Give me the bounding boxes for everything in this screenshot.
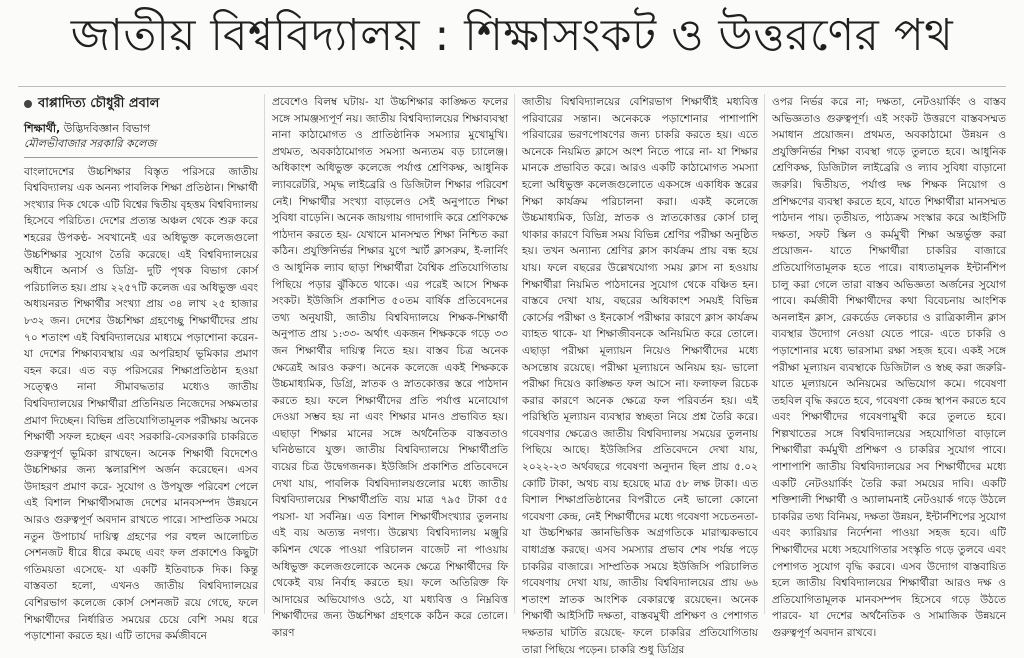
article-column-2 bbox=[272, 94, 508, 639]
byline bbox=[24, 96, 258, 113]
column-2-text: প্রবেশেও বিলম্ব ঘটায়- যা উচ্চশিক্ষার কাঙ্ক্ষিত ফলের সঙ্গে সামঞ্জস্যপূর্ণ নয়। জাতীয় বিশ্ববিদ্যালয়ের শিক্ষাব্যবস্থা নানা কাঠামোগত ও প্রাতিষ্ঠানিক সমস্যার মুখোমুখি। প্রথমত, অবকাঠামোগত সমস্যা অন্যতম বড় চ্যালেঞ্জ। অধিকাংশ অধিভুক্ত কলেজে পর্যাপ্ত শ্রেণিকক্ষ, আধুনিক ল্যাবরেটরি, সমৃদ্ধ লাইব্রেরি ও ডিজিটাল শিক্ষার পরিবেশ নেই। শিক্ষার্থীর সংখ্যা বাড়লেও সেই অনুপাতে শিক্ষা সুবিধা বাড়েনি। অনেক জায়গায় গাদাগাদি করে শ্রেণিকক্ষে পাঠদান করতে হয়- যেখানে মানসম্মত শিক্ষা নিশ্চিত করা কঠিন। প্রযুক্তিনির্ভর শিক্ষার যুগে স্মার্ট ক্লাসরুম, ই-লার্নিং ও আধুনিক ল্যাব ছাড়া শিক্ষার্থীরা বৈশ্বিক প্রতিযোগিতায় পিছিয়ে পড়ার ঝুঁকিতে থাকে। এর পরেই আসে শিক্ষক সংকট। ইউজিসি প্রকাশিত ৫০তম বার্ষিক প্রতিবেদনের তথ্য অনুযায়ী, জাতীয় বিশ্ববিদ্যালয়ে শিক্ষক-শিক্ষার্থী অনুপাত প্রায় ১:৩৩- অর্থাৎ একজন শিক্ষককে গড়ে ৩৩ জন শিক্ষার্থীর দায়িত্ব নিতে হয়। বাস্তব চিত্র অনেক ক্ষেত্রেই আরও করুণ। অনেক কলেজে একই শিক্ষককে উচ্চমাধ্যমিক, ডিগ্রি, স্নাতক ও স্নাতকোত্তর স্তরে পাঠদান করতে হয়। ফলে শিক্ষার্থীদের প্রতি পর্যাপ্ত মনোযোগ দেওয়া সম্ভব হয় না এবং শিক্ষার মানও প্রভাবিত হয়। এছাড়া শিক্ষার মানের সঙ্গে অর্থনৈতিক বাস্তবতাও ঘনিষ্ঠভাবে যুক্ত। জাতীয় বিশ্ববিদ্যালয়ে শিক্ষার্থীপ্রতি ব্যয়ের চিত্র উদ্বেগজনক। ইউজিসি প্রকাশিত প্রতিবেদনে দেখা যায়, পাবলিক বিশ্ববিদ্যালয়গুলোর মধ্যে জাতীয় বিশ্ববিদ্যালয়ের শিক্ষার্থীপ্রতি ব্যয় মাত্র ৭৯৫ টাকা ৫৫ পয়সা- যা সর্বনিম্ন। এত বিশাল শিক্ষার্থীসংখ্যার তুলনায় এই ব্যয় অত্যন্ত নগণ্য। উল্লেখ্য বিশ্ববিদ্যালয় মঞ্জুরি কমিশন থেকে পাওয়া পরিচালন বাজেট না পাওয়ায় অধিভুক্ত কলেজগুলোকে অনেক ক্ষেত্রে শিক্ষার্থীদের ফি থেকেই ব্যয় নির্বাহ করতে হয়। ফলে অতিরিক্ত ফি আদায়ের অভিযোগও ওঠে, যা মধ্যবিত্ত ও নিম্নবিত্ত শিক্ষার্থীদের জন্য উচ্চশিক্ষা গ্রহণকে কঠিন করে তোলে। কারণ bbox=[272, 96, 508, 639]
author-college: মৌলভীবাজার সরকারি কলেজ bbox=[24, 136, 157, 150]
article-headline: জাতীয় বিশ্ববিদ্যালয় : শিক্ষাসংকট ও উত্তরণের পথ bbox=[70, 10, 954, 61]
byline-divider bbox=[24, 157, 258, 158]
headline-divider bbox=[18, 86, 1006, 87]
column-divider bbox=[764, 94, 765, 614]
author-meta bbox=[24, 121, 258, 151]
column-1-text: বাংলাদেশের উচ্চশিক্ষার বিস্তৃত পরিসরে জাতীয় বিশ্ববিদ্যালয় এক অনন্য পাবলিক শিক্ষা প্রতিষ্ঠান। শিক্ষার্থী সংখ্যার দিক থেকে এটি বিশ্বের দ্বিতীয় বৃহত্তম বিশ্ববিদ্যালয় হিসেবে পরিচিত। দেশের প্রত্যন্ত অঞ্চল থেকে শুরু করে শহরের উপকণ্ঠ- সবখানেই এর অধিভুক্ত কলেজগুলো উচ্চশিক্ষার সুযোগ তৈরি করেছে। এই বিশ্ববিদ্যালয়ের অধীনে অনার্স ও ডিগ্রি- দুটি পৃথক বিভাগ কোর্স পরিচালিত হয়। প্রায় ২২৫৭টি কলেজ এর অধিভুক্ত এবং অধ্যয়নরত শিক্ষার্থীর সংখ্যা প্রায় ৩৪ লাখ ২৫ হাজার ৮৩২ জন। দেশের উচ্চশিক্ষা গ্রহণেচ্ছু শিক্ষার্থীদের প্রায় ৭০ শতাংশ এই বিশ্ববিদ্যালয়ের মাধ্যমে পড়াশোনা করেন- যা দেশের শিক্ষাব্যবস্থায় এর অপরিহার্য ভূমিকার প্রমাণ বহন করে। এত বড় পরিসরের শিক্ষাপ্রতিষ্ঠান হওয়া সত্ত্বেও নানা সীমাবদ্ধতার মধ্যেও জাতীয় বিশ্ববিদ্যালয়ের শিক্ষার্থীরা প্রতিনিয়ত নিজেদের সক্ষমতার প্রমাণ দিচ্ছেন। বিভিন্ন প্রতিযোগিতামূলক পরীক্ষায় অনেক শিক্ষার্থী সফল হচ্ছেন এবং সরকারি-বেসরকারি চাকরিতে গুরুত্বপূর্ণ ভূমিকা রাখছেন। অনেক শিক্ষার্থী বিদেশেও উচ্চশিক্ষার জন্য স্কলারশিপ অর্জন করেছেন। এসব উদাহরণ প্রমাণ করে- সুযোগ ও উপযুক্ত পরিবেশ পেলে এই বিশাল শিক্ষার্থীসমাজ দেশের মানবসম্পদ উন্নয়নে আরও গুরুত্বপূর্ণ অবদান রাখতে পারে। সাম্প্রতিক সময়ে নতুন উপাচার্য দায়িত্ব গ্রহণের পর বহুল আলোচিত সেশনজট ধীরে ধীরে কমছে এবং ফল প্রকাশেও কিছুটা গতিময়তা এসেছে- যা একটি ইতিবাচক দিক। কিন্তু বাস্তবতা হলো, এখনও জাতীয় বিশ্ববিদ্যালয়ের বেশিরভাগ কলেজে কোর্স সেশনজট রয়ে গেছে, ফলে শিক্ষার্থীদের নির্ধারিত সময়ের চেয়ে বেশি সময় ধরে পড়াশোনা করতে হয়। এটি তাদের কর্মজীবনে bbox=[24, 165, 258, 643]
article-column-1 bbox=[24, 94, 258, 643]
column-4-text: ওপর নির্ভর করে না; দক্ষতা, নেটওয়ার্কিং ও বাস্তব অভিজ্ঞতাও গুরুত্বপূর্ণ। এই সংকট উত্তরণে বাস্তবসম্মত সমাধান প্রয়োজন। প্রথমত, অবকাঠামো উন্নয়ন ও প্রযুক্তিনির্ভর শিক্ষা ব্যবস্থা গড়ে তুলতে হবে। আধুনিক শ্রেণিকক্ষ, ডিজিটাল লাইব্রেরি ও ল্যাব সুবিধা বাড়ানো জরুরি। দ্বিতীয়ত, পর্যাপ্ত দক্ষ শিক্ষক নিয়োগ ও প্রশিক্ষণের ব্যবস্থা করতে হবে, যাতে শিক্ষার্থীরা মানসম্মত পাঠদান পায়। তৃতীয়ত, পাঠ্যক্রম সংস্কার করে আইসিটি দক্ষতা, সফট স্কিল ও কর্মমুখী শিক্ষা অন্তর্ভুক্ত করা প্রয়োজন- যাতে শিক্ষার্থীরা চাকরির বাজারে প্রতিযোগিতামূলক হতে পারে। বাধ্যতামূলক ইন্টার্নশিপ চালু করা গেলে তারা বাস্তব অভিজ্ঞতা অর্জনের সুযোগ পাবে। কর্মজীবী শিক্ষার্থীদের কথা বিবেচনায় আংশিক অনলাইন ক্লাস, রেকর্ডেড লেকচার ও রাত্রিকালীন ক্লাস ব্যবস্থার উদ্যোগ নেওয়া যেতে পারে- এতে চাকরি ও পড়াশোনার মধ্যে ভারসাম্য রক্ষা সহজ হবে। একই সঙ্গে পরীক্ষা মূল্যায়ন ব্যবস্থাকে ডিজিটাল ও স্বচ্ছ করা জরুরি- যাতে মূল্যায়নে অনিয়মের অভিযোগ কমে। গবেষণা তহবিল বৃদ্ধি করতে হবে, গবেষণা কেন্দ্র স্থাপন করতে হবে এবং শিক্ষার্থীদের গবেষণামুখী করে তুলতে হবে। শিল্পখাতের সঙ্গে বিশ্ববিদ্যালয়ের সহযোগিতা বাড়ালে শিক্ষার্থীরা কর্মমুখী প্রশিক্ষণ ও চাকরির সুযোগ পাবে। পাশাপাশি জাতীয় বিশ্ববিদ্যালয়ের সব শিক্ষার্থীদের মধ্যে একটি নেটওয়ার্কিং তৈরি করা সময়ের দাবি। একটি শক্তিশালী শিক্ষার্থী ও অ্যালামনাই নেটওয়ার্ক গড়ে উঠলে চাকরির তথ্য বিনিময়, দক্ষতা উন্নয়ন, ইন্টার্নশিপের সুযোগ এবং ক্যারিয়ার নির্দেশনা পাওয়া সহজ হবে। এটি শিক্ষার্থীদের মধ্যে সহযোগিতার সংস্কৃতি গড়ে তুলবে এবং পেশাগত সুযোগ বৃদ্ধি করবে। এসব উদ্যোগ বাস্তবায়িত হলে জাতীয় বিশ্ববিদ্যালয়ের শিক্ষার্থীরা আরও দক্ষ ও প্রতিযোগিতামূলক মানবসম্পদ হিসেবে গড়ে উঠতে পারবে- যা দেশের অর্থনৈতিক ও সামাজিক উন্নয়নে গুরুত্বপূর্ণ অবদান রাখবে। bbox=[772, 96, 1006, 639]
author-name: বাপ্পাদিত্য চৌধুরী প্রবাল bbox=[38, 96, 160, 111]
column-3-text: জাতীয় বিশ্ববিদ্যালয়ের বেশিরভাগ শিক্ষার্থীই মধ্যবিত্ত পরিবারের সন্তান। অনেককে পড়াশোনার পাশাপাশি পরিবারের ভরণপোষণের জন্য চাকরি করতে হয়। এতে অনেকে নিয়মিত ক্লাসে অংশ নিতে পারে না- যা শিক্ষার মানকে প্রভাবিত করে। আরও একটি কাঠামোগত সমস্যা হলো অধিভুক্ত কলেজগুলোতে একসঙ্গে একাধিক স্তরের শিক্ষা কার্যক্রম পরিচালনা করা। একই কলেজে উচ্চমাধ্যমিক, ডিগ্রি, স্নাতক ও স্নাতকোত্তর কোর্স চালু থাকার কারণে বিভিন্ন সময় বিভিন্ন শ্রেণির পরীক্ষা অনুষ্ঠিত হয়। তখন অন্যান্য শ্রেণির ক্লাস কার্যক্রম প্রায় বন্ধ হয়ে যায়। ফলে বছরের উল্লেখযোগ্য সময় ক্লাস না হওয়ায় শিক্ষার্থীরা নিয়মিত পাঠদানের সুযোগ থেকে বঞ্চিত হন। বাস্তবে দেখা যায়, বছরের অধিকাংশ সময়ই বিভিন্ন কোর্সের পরীক্ষা ও ইনকোর্স পরীক্ষার কারণে ক্লাস কার্যক্রম ব্যাহত থাকে- যা শিক্ষাজীবনকে অনিয়মিত করে তোলে। এছাড়া পরীক্ষা মূল্যায়ন নিয়েও শিক্ষার্থীদের মধ্যে অসন্তোষ রয়েছে। পরীক্ষা মূল্যায়নে অনিয়ম হয়- ভালো পরীক্ষা দিয়েও কাঙ্ক্ষিত ফল আসে না। ফলাফল রিচেক করার কারণে অনেক ক্ষেত্রে ফল পরিবর্তন হয়। এই পরিস্থিতি মূল্যায়ন ব্যবস্থার স্বচ্ছতা নিয়ে প্রশ্ন তৈরি করে। গবেষণার ক্ষেত্রেও জাতীয় বিশ্ববিদ্যালয় সময়ের তুলনায় পিছিয়ে আছে। ইউজিসির প্রতিবেদনে দেখা যায়, ২০২২-২৩ অর্থবছরে গবেষণা অনুদান ছিল প্রায় ৫.০২ কোটি টাকা, অথচ ব্যয় হয়েছে মাত্র ৫৮ লক্ষ টাকা। এত বিশাল শিক্ষাপ্রতিষ্ঠানের বিপরীতে নেই ভালো কোনো গবেষণা কেন্দ্র, নেই শিক্ষার্থীদের মধ্যে গবেষণা সচেতনতা- যা উচ্চশিক্ষার জ্ঞানভিত্তিক অগ্রগতিকে মারাত্মকভাবে বাধাগ্রস্ত করছে। এসব সমস্যার প্রভাব শেষ পর্যন্ত পড়ে চাকরির বাজারে। সাম্প্রতিক সময়ে ইউজিসি পরিচালিত গবেষণায় দেখা যায়, জাতীয় বিশ্ববিদ্যালয়ের প্রায় ৬৬ শতাংশ স্নাতক আংশিক বেকারত্বে রয়েছেন। অনেক শিক্ষার্থী আইসিটি দক্ষতা, বাস্তবমুখী প্রশিক্ষণ ও পেশাগত দক্ষতার ঘাটতি রয়েছে- ফলে চাকরির প্রতিযোগিতায় তারা পিছিয়ে পড়েন। চাকরি শুধু ডিগ্রির bbox=[522, 96, 758, 656]
article-column-4 bbox=[772, 94, 1006, 639]
column-divider bbox=[514, 94, 515, 614]
author-role-label: শিক্ষার্থী, bbox=[24, 121, 61, 135]
bullet-icon bbox=[24, 100, 32, 108]
column-divider bbox=[264, 94, 265, 614]
article-column-3 bbox=[522, 94, 758, 656]
author-department: উদ্ভিদবিজ্ঞান বিভাগ bbox=[63, 121, 151, 135]
